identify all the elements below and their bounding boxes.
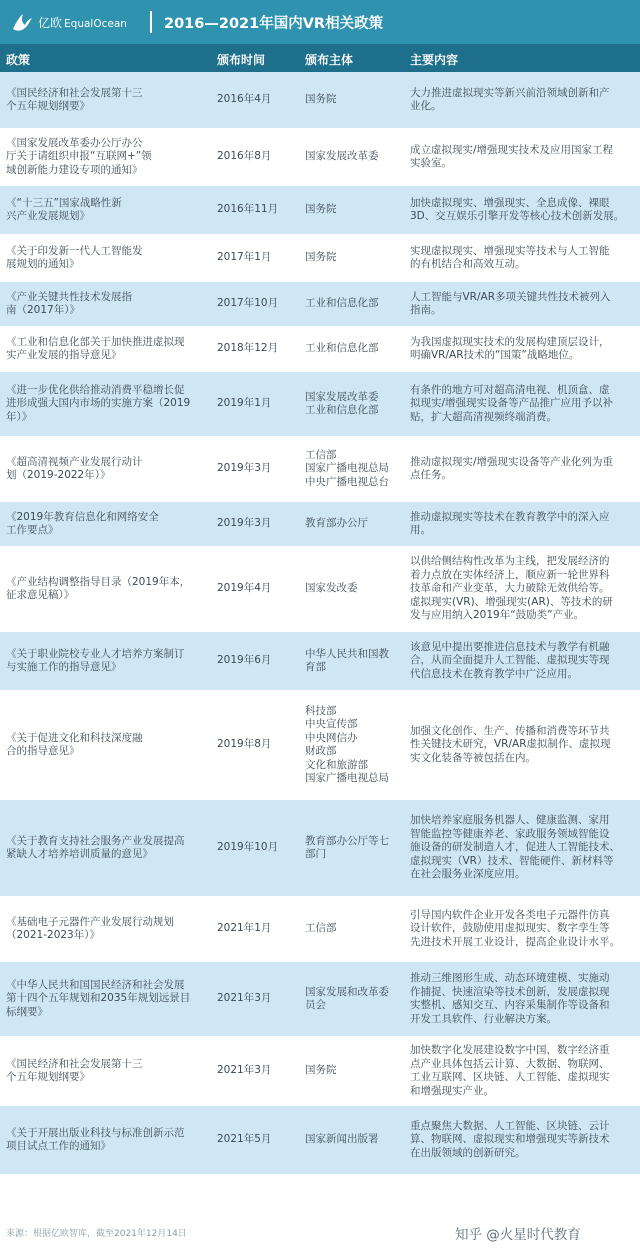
issuer-cell: [305, 962, 401, 1036]
policy-cell-text: 《中华人民共和国国民经济和社会发展 第十四个五年规划和2035年规划远景目 标纲要》: [6, 978, 191, 1018]
column-header-date: 颁布时间: [217, 53, 266, 67]
policy-cell-text: 《2019年教育信息化和网络安全 工作要点》: [6, 510, 159, 536]
issuer-cell: [305, 72, 401, 128]
issuer-cell-text: 国家发展改革委 工业和信息化部: [305, 390, 379, 416]
content-cell-text: 加快培养家庭服务机器人、健康监测、家用 智能监控等健康养老、家政服务领域智能设 施设备的研发制造人才，促进人工智能技术、 虚拟现实（VR）技术、智能硬件、新材料等 在社会服务业深度应用。: [410, 814, 620, 881]
date-cell: [217, 128, 299, 186]
content-cell: [410, 690, 636, 800]
source-note: 来源：根据亿欧智库，截至2021年12月14日: [6, 1229, 187, 1239]
content-cell-text: 加快虚拟现实、增强现实、全息成像、裸眼 3D、交互娱乐引擎开发等核心技术创新发展。: [410, 196, 625, 222]
policy-cell: [6, 326, 208, 372]
date-cell: [217, 234, 299, 282]
date-cell: [217, 800, 299, 896]
policy-cell: [6, 436, 208, 502]
table-row: [0, 690, 640, 800]
policy-cell: [6, 186, 208, 234]
content-cell-text: 加快数字化发展建设数字中国，数字经济重 点产业具体包括云计算、大数据、物联网、 工业互联网、区块链、人工智能、虚拟现实 和增强现实产业。: [410, 1044, 610, 1097]
column-header-content: 主要内容: [410, 53, 459, 67]
content-cell: [410, 186, 636, 234]
issuer-cell: [305, 282, 401, 326]
policy-cell-text: 《工业和信息化部关于加快推进虚拟现 实产业发展的指导意见》: [6, 335, 185, 361]
logo-en: EqualOcean: [64, 17, 127, 30]
policy-cell-text: 《关于教育支持社会服务产业发展提高 紧缺人才培养培训质量的意见》: [6, 834, 185, 860]
content-cell: [410, 72, 636, 128]
date-cell: [217, 690, 299, 800]
content-cell-text: 以供给侧结构性改革为主线，把发展经济的 着力点放在实体经济上，顺应新一轮世界科 技革命和产业变革，大力破除无效供给等。 虚拟现实(VR)、增强现实(AR)、等技术的研 发与应用纳入2019年“鼓励类”产业。: [410, 555, 613, 622]
policy-cell: [6, 72, 208, 128]
table-row: [0, 234, 640, 282]
date-cell: [217, 372, 299, 436]
policy-cell-text: 《关于职业院校专业人才培养方案制订 与实施工作的指导意见》: [6, 647, 185, 673]
date-cell: [217, 186, 299, 234]
date-cell: [217, 1036, 299, 1106]
table-row: [0, 436, 640, 502]
policy-cell: [6, 690, 208, 800]
issuer-cell: [305, 326, 401, 372]
report-header: [0, 0, 640, 44]
table-row: [0, 546, 640, 632]
content-cell: [410, 1106, 636, 1174]
content-cell: [410, 372, 636, 436]
content-cell-text: 推动虚拟现实/增强现实设备等产业化列为重 点任务。: [410, 455, 614, 481]
content-cell-text: 成立虚拟现实/增强现实技术及应用国家工程 实验室。: [410, 143, 614, 169]
content-cell-text: 该意见中提出要推进信息技术与教学有机融 合，从而全面提升人工智能、虚拟现实等现 代信息技术在教育教学中广泛应用。: [410, 640, 610, 680]
policy-cell: [6, 800, 208, 896]
date-cell: [217, 436, 299, 502]
issuer-cell: [305, 546, 401, 632]
content-cell: [410, 282, 636, 326]
content-cell-text: 推动三维图形生成、动态环境建模、实施动 作捕捉、快速渲染等技术创新，发展虚拟现 实整机、感知交互、内容采集制作等设备和 开发工具软件、行业解决方案。: [410, 972, 610, 1025]
content-cell: [410, 234, 636, 282]
policy-cell-text: 《“十三五”国家战略性新 兴产业发展规划》: [6, 196, 122, 222]
table-column-header: [0, 44, 640, 72]
content-cell-text: 为我国虚拟现实技术的发展构建顶层设计， 明确VR/AR技术的“国策”战略地位。: [410, 335, 610, 361]
table-row: [0, 72, 640, 128]
date-cell: [217, 502, 299, 546]
content-cell-text: 大力推进虚拟现实等新兴前沿领域创新和产 业化。: [410, 86, 610, 112]
watermark: 知乎 @火星时代教育: [455, 1227, 581, 1243]
issuer-cell-text: 国务院: [305, 93, 337, 106]
date-cell: [217, 326, 299, 372]
equalocean-logo-icon: [10, 11, 34, 33]
date-cell: [217, 632, 299, 690]
column-header-issuer: 颁布主体: [305, 53, 354, 67]
issuer-cell-text: 国家新闻出版署: [305, 1133, 379, 1146]
date-cell-text: 2016年4月: [217, 93, 272, 106]
policy-cell: [6, 632, 208, 690]
issuer-cell: [305, 436, 401, 502]
table-row: [0, 326, 640, 372]
table-row: [0, 1036, 640, 1106]
table-row: [0, 372, 640, 436]
content-cell: [410, 502, 636, 546]
issuer-cell-text: 国家发展改革委: [305, 150, 379, 163]
content-cell: [410, 800, 636, 896]
date-cell: [217, 282, 299, 326]
policy-cell: [6, 128, 208, 186]
date-cell-text: 2016年11月: [217, 203, 279, 216]
date-cell-text: 2019年6月: [217, 654, 272, 667]
date-cell-text: 2019年1月: [217, 397, 272, 410]
content-cell-text: 推动虚拟现实等技术在教育教学中的深入应 用。: [410, 510, 610, 536]
policy-cell-text: 《超高清视频产业发展行动计 划（2019-2022年）》: [6, 455, 143, 481]
policy-cell: [6, 546, 208, 632]
content-cell-text: 加强文化创作、生产、传播和消费等环节共 性关键技术研究，VR/AR虚拟制作、虚拟现 实文化装备等被包括在内。: [410, 724, 611, 764]
issuer-cell: [305, 234, 401, 282]
date-cell-text: 2017年1月: [217, 251, 272, 264]
column-header-policy: 政策: [6, 53, 31, 67]
content-cell: [410, 326, 636, 372]
issuer-cell-text: 工业和信息化部: [305, 297, 379, 310]
logo-cn: 亿欧: [38, 15, 63, 30]
date-cell-text: 2018年12月: [217, 342, 279, 355]
policy-cell: [6, 962, 208, 1036]
issuer-cell: [305, 1106, 401, 1174]
content-cell-text: 实现虚拟现实、增强现实等技术与人工智能 的有机结合和高效互动。: [410, 244, 610, 270]
policy-cell-text: 《关于促进文化和科技深度融 合的指导意见》: [6, 731, 143, 757]
table-row: [0, 632, 640, 690]
date-cell-text: 2021年3月: [217, 1064, 272, 1077]
policy-cell: [6, 502, 208, 546]
date-cell: [217, 72, 299, 128]
date-cell: [217, 1106, 299, 1174]
table-row: [0, 896, 640, 962]
table-row: [0, 282, 640, 326]
policy-cell: [6, 896, 208, 962]
content-cell: [410, 1036, 636, 1106]
date-cell-text: 2021年1月: [217, 922, 272, 935]
content-cell: [410, 896, 636, 962]
issuer-cell: [305, 502, 401, 546]
date-cell-text: 2021年3月: [217, 992, 272, 1005]
policy-cell: [6, 1036, 208, 1106]
issuer-cell: [305, 128, 401, 186]
issuer-cell-text: 国务院: [305, 251, 337, 264]
table-row: [0, 502, 640, 546]
table-row: [0, 1106, 640, 1174]
policy-cell-text: 《基础电子元器件产业发展行动规划 （2021-2023年）》: [6, 915, 174, 941]
policy-cell: [6, 372, 208, 436]
issuer-cell-text: 工信部: [305, 922, 337, 935]
content-cell: [410, 436, 636, 502]
content-cell-text: 引导国内软件企业开发各类电子元器件仿真 设计软件，鼓励使用虚拟现实、数字孪生等 先进技术开展工业设计，提高企业设计水平。: [410, 908, 620, 948]
table-row: [0, 128, 640, 186]
issuer-cell-text: 教育部办公厅: [305, 517, 368, 530]
policy-cell-text: 《国家发展改革委办公厅办公 厅关于请组织申报“互联网+”领 域创新能力建设专项的通知》: [6, 136, 152, 176]
date-cell-text: 2021年5月: [217, 1133, 272, 1146]
issuer-cell: [305, 896, 401, 962]
policy-cell-text: 《进一步优化供给推动消费平稳增长促 进形成强大国内市场的实施方案（2019 年）》: [6, 383, 191, 423]
header-divider: [150, 11, 152, 33]
issuer-cell: [305, 372, 401, 436]
issuer-cell-text: 中华人民共和国教 育部: [305, 647, 389, 673]
logo-text: [38, 14, 127, 31]
content-cell-text: 有条件的地方可对超高清电视、机顶盒、虚 拟现实/增强现实设备等产品推广应用予以补 贴，扩大超高清视频终端消费。: [410, 383, 614, 423]
page-title: 2016—2021年国内VR相关政策: [164, 15, 384, 32]
issuer-cell: [305, 186, 401, 234]
content-cell-text: 人工智能与VR/AR多项关键共性技术被列入 指南。: [410, 290, 611, 316]
issuer-cell-text: 国务院: [305, 1064, 337, 1077]
date-cell: [217, 962, 299, 1036]
content-cell: [410, 632, 636, 690]
issuer-cell: [305, 800, 401, 896]
table-row: [0, 186, 640, 234]
issuer-cell: [305, 632, 401, 690]
content-cell: [410, 546, 636, 632]
policy-cell: [6, 234, 208, 282]
policy-cell-text: 《产业结构调整指导目录（2019年本， 征求意见稿）》: [6, 575, 191, 601]
issuer-cell-text: 科技部 中央宣传部 中央网信办 财政部 文化和旅游部 国家广播电视总局: [305, 704, 389, 784]
brand-logo: [0, 0, 150, 44]
table-row: [0, 800, 640, 896]
policy-cell-text: 《关于开展出版业科技与标准创新示范 项目试点工作的通知》: [6, 1126, 185, 1152]
table-row: [0, 962, 640, 1036]
date-cell-text: 2019年10月: [217, 841, 279, 854]
content-cell: [410, 962, 636, 1036]
date-cell-text: 2019年3月: [217, 462, 272, 475]
policy-cell: [6, 282, 208, 326]
date-cell: [217, 546, 299, 632]
issuer-cell-text: 工业和信息化部: [305, 342, 379, 355]
date-cell-text: 2019年3月: [217, 517, 272, 530]
date-cell-text: 2019年8月: [217, 738, 272, 751]
content-cell: [410, 128, 636, 186]
content-cell-text: 重点聚焦大数据、人工智能、区块链、云计 算、物联网、虚拟现实和增强现实等新技术 在出版领域的创新研究。: [410, 1119, 610, 1159]
policy-cell-text: 《关于印发新一代人工智能发 展规划的通知》: [6, 244, 143, 270]
issuer-cell-text: 国务院: [305, 203, 337, 216]
policy-cell-text: 《国民经济和社会发展第十三 个五年规划纲要》: [6, 86, 143, 112]
issuer-cell: [305, 1036, 401, 1106]
policy-cell: [6, 1106, 208, 1174]
policy-cell-text: 《产业关键共性技术发展指 南（2017年）》: [6, 290, 132, 316]
footer: [0, 1214, 640, 1249]
issuer-cell-text: 国家发展和改革委 员会: [305, 985, 389, 1011]
date-cell: [217, 896, 299, 962]
issuer-cell-text: 工信部 国家广播电视总局 中央广播电视总台: [305, 448, 389, 488]
issuer-cell-text: 国家发改委: [305, 582, 358, 595]
issuer-cell: [305, 690, 401, 800]
date-cell-text: 2019年4月: [217, 582, 272, 595]
policy-cell-text: 《国民经济和社会发展第十三 个五年规划纲要》: [6, 1057, 143, 1083]
date-cell-text: 2016年8月: [217, 150, 272, 163]
date-cell-text: 2017年10月: [217, 297, 279, 310]
issuer-cell-text: 教育部办公厅等七 部门: [305, 834, 389, 860]
